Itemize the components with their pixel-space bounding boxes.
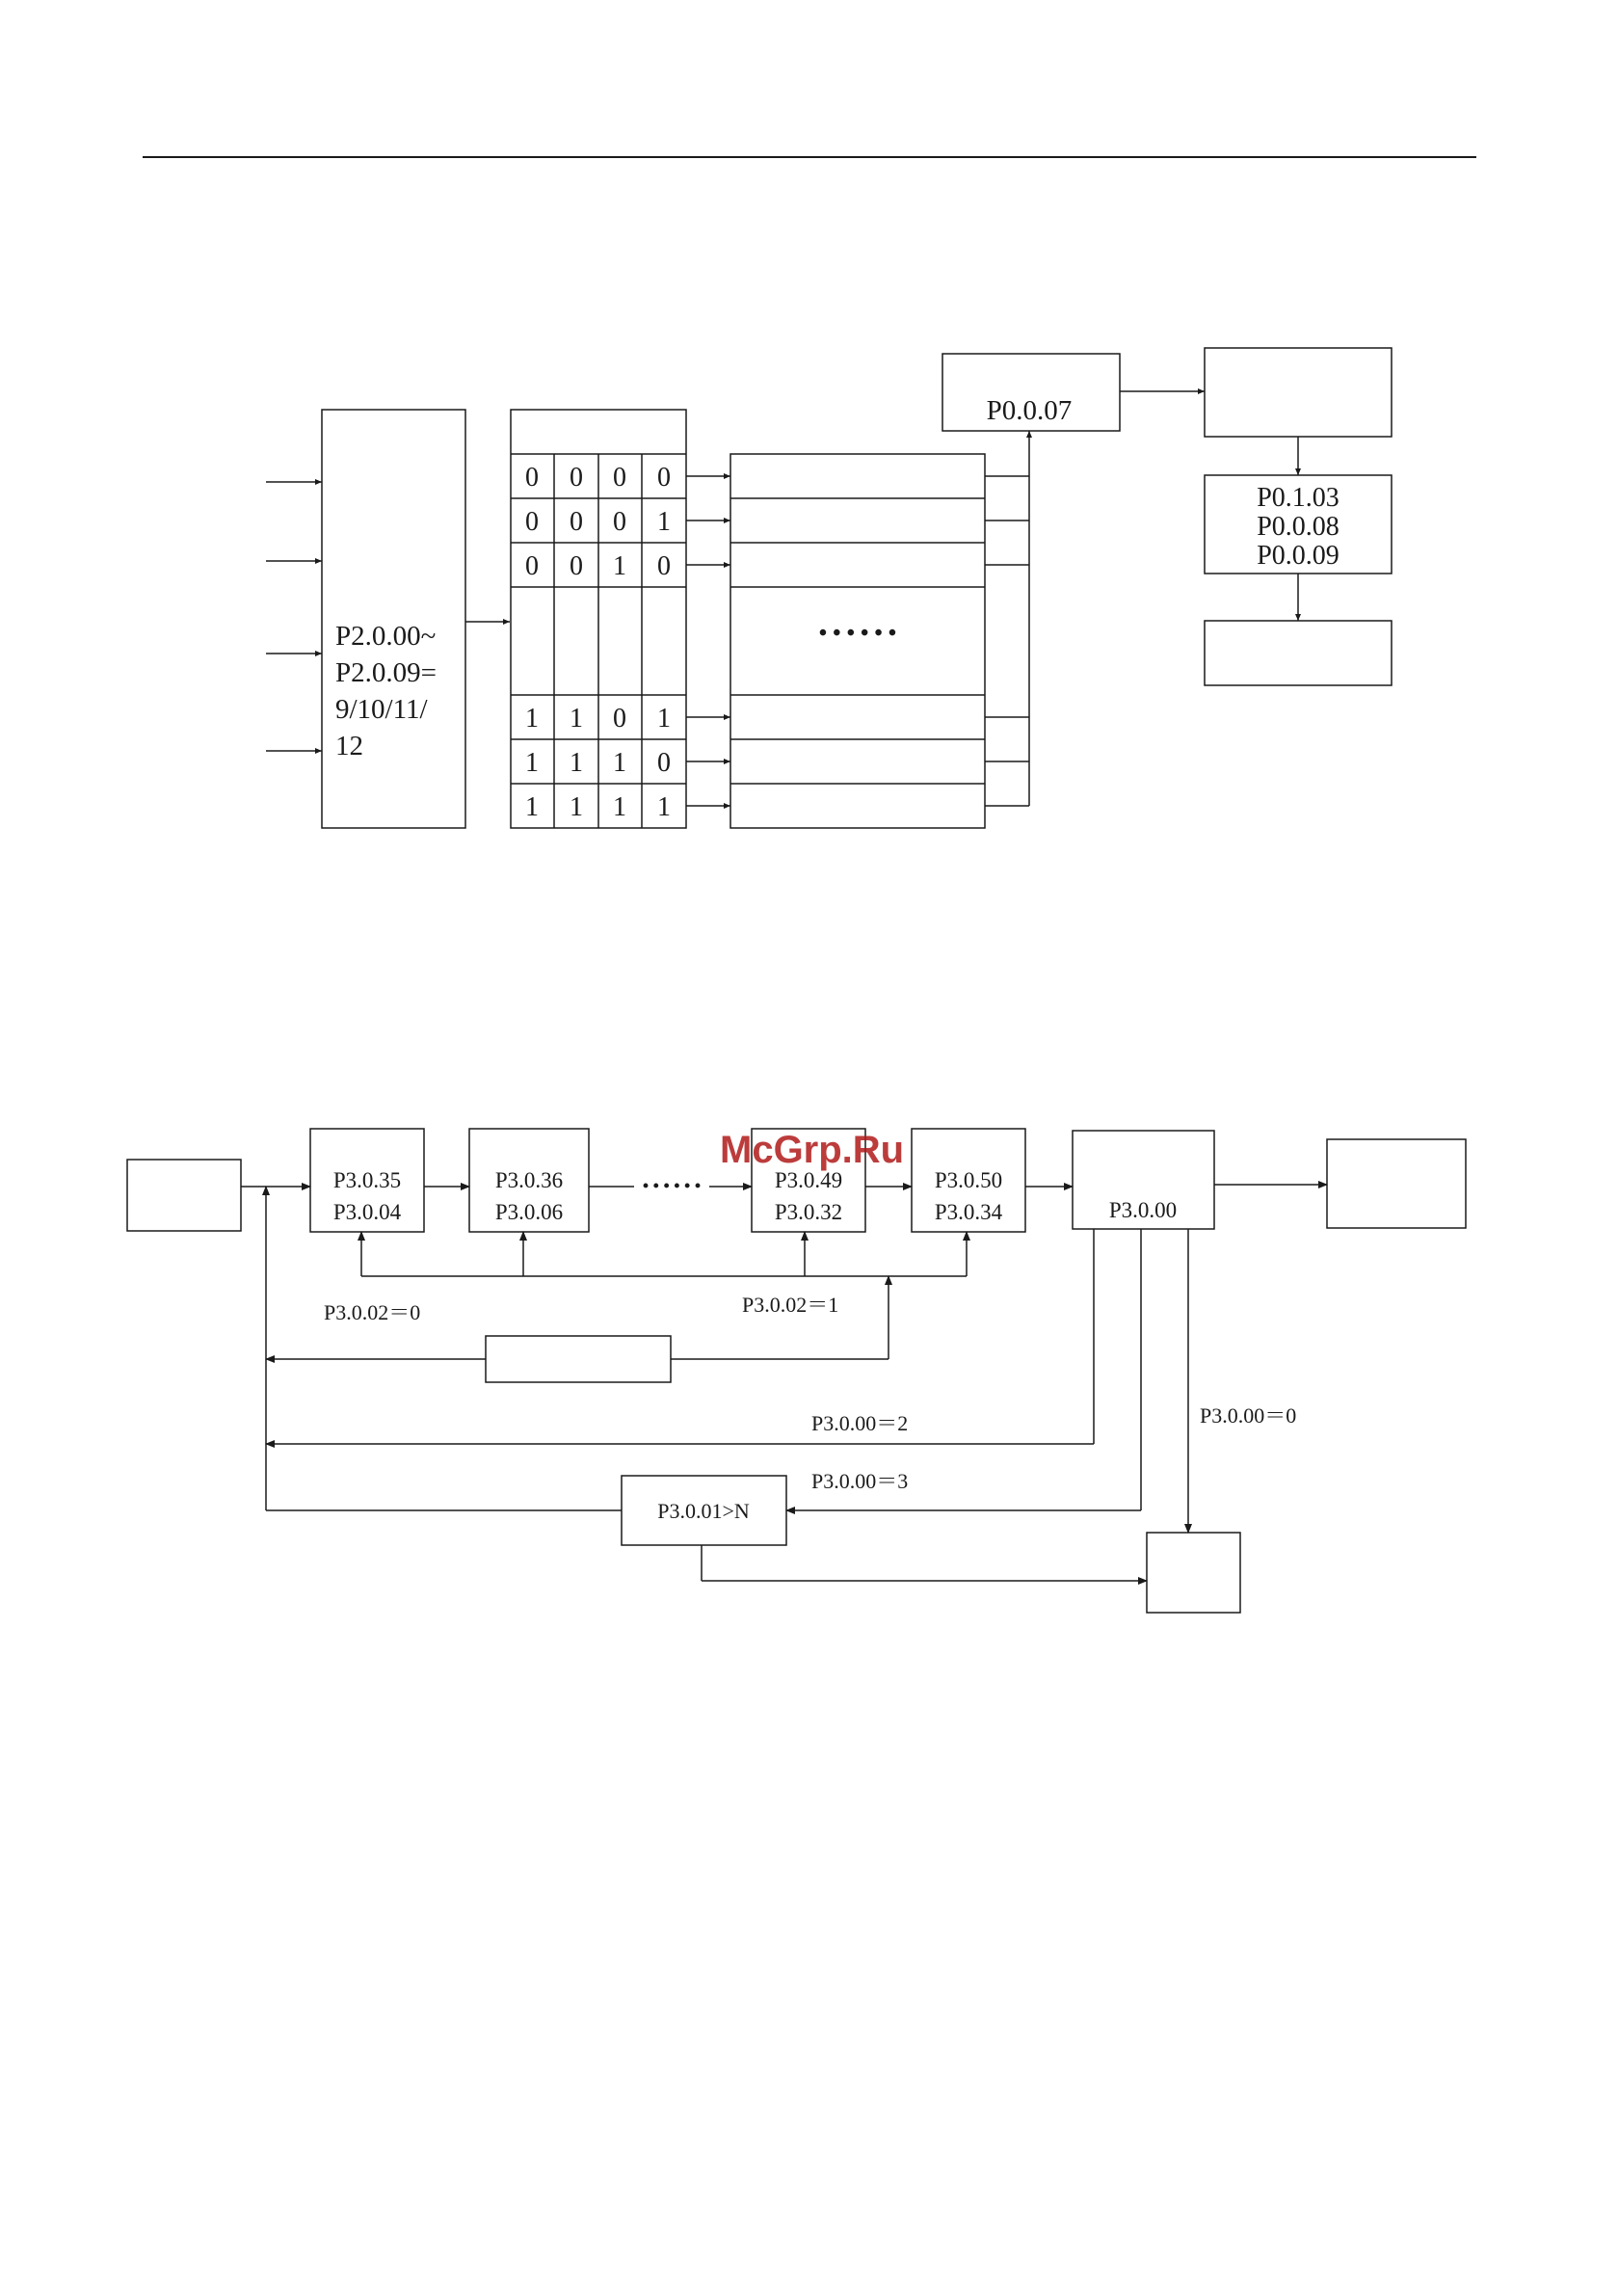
terminal-function-box <box>322 410 465 828</box>
svg-text:P0.0.09: P0.0.09 <box>1257 541 1339 571</box>
step-2-line-1: P3.0.36 <box>494 1168 564 1192</box>
table-cell: 1 <box>525 792 539 822</box>
table-cell: 0 <box>525 463 539 493</box>
label-p3000-2: P3.0.00＝2 <box>811 1411 909 1435</box>
table-cell: 1 <box>570 704 583 734</box>
stop-box <box>1147 1533 1240 1613</box>
label-p3000-0: P3.0.00＝0 <box>1200 1403 1297 1428</box>
table-cell: 1 <box>613 551 626 581</box>
svg-text:P0.0.08: P0.0.08 <box>1257 512 1339 542</box>
svg-text:9/10/11/: 9/10/11/ <box>335 694 428 725</box>
step-4-line-1: P3.0.50 <box>934 1168 1003 1192</box>
table-cell: 0 <box>525 551 539 581</box>
terminal-function-label <box>335 621 437 761</box>
watermark-logo: McGrp.Ru <box>720 1129 905 1171</box>
table-cell: 1 <box>613 792 626 822</box>
end-box <box>1327 1139 1466 1228</box>
step-2-line-2: P3.0.06 <box>494 1200 564 1224</box>
step-3-line-1: P3.0.49 <box>774 1168 843 1192</box>
table-cell: 0 <box>657 551 671 581</box>
step-3-line-2: P3.0.32 <box>774 1200 843 1224</box>
table-cell: 1 <box>525 748 539 778</box>
mode-select-box <box>486 1336 671 1382</box>
svg-text:P2.0.09=: P2.0.09= <box>335 657 437 688</box>
table-cell: 0 <box>613 704 626 734</box>
step-ellipsis: • • • • • • <box>818 621 897 646</box>
label-p3002-0: P3.0.02＝0 <box>324 1300 421 1324</box>
diagram-multistep-selection <box>266 348 1392 828</box>
step-4-line-2: P3.0.34 <box>934 1200 1003 1224</box>
label-p3000-3: P3.0.00＝3 <box>811 1469 909 1493</box>
table-cell: 0 <box>570 507 583 537</box>
svg-text:12: 12 <box>335 731 363 761</box>
table-cell: 0 <box>525 507 539 537</box>
step-ellipsis-2: • • • • • • <box>642 1176 702 1195</box>
param-p0007-label: P0.0.07 <box>986 395 1073 426</box>
step-1-line-2: P3.0.04 <box>332 1200 402 1224</box>
table-cell: 1 <box>570 748 583 778</box>
table-cell: 1 <box>657 704 671 734</box>
step-1-line-1: P3.0.35 <box>332 1168 402 1192</box>
table-cell: 1 <box>570 792 583 822</box>
svg-text:P0.1.03: P0.1.03 <box>1257 483 1339 513</box>
start-box <box>127 1160 241 1231</box>
svg-text:P2.0.00~: P2.0.00~ <box>335 621 437 652</box>
table-cell: 0 <box>613 463 626 493</box>
control-box-label: P3.0.00 <box>1108 1198 1178 1222</box>
right-bottom-box <box>1205 621 1392 685</box>
table-cell: 0 <box>657 748 671 778</box>
table-cell: 0 <box>570 463 583 493</box>
table-cell: 1 <box>657 507 671 537</box>
right-top-box <box>1205 348 1392 437</box>
table-cell: 0 <box>613 507 626 537</box>
label-p3002-1: P3.0.02＝1 <box>742 1293 839 1317</box>
table-cell: 1 <box>657 792 671 822</box>
right-param-labels <box>1257 483 1339 571</box>
table-cell: 0 <box>570 551 583 581</box>
table-cell: 0 <box>657 463 671 493</box>
counter-box-label: P3.0.01>N <box>657 1499 750 1523</box>
table-cell: 1 <box>525 704 539 734</box>
table-cell: 1 <box>613 748 626 778</box>
